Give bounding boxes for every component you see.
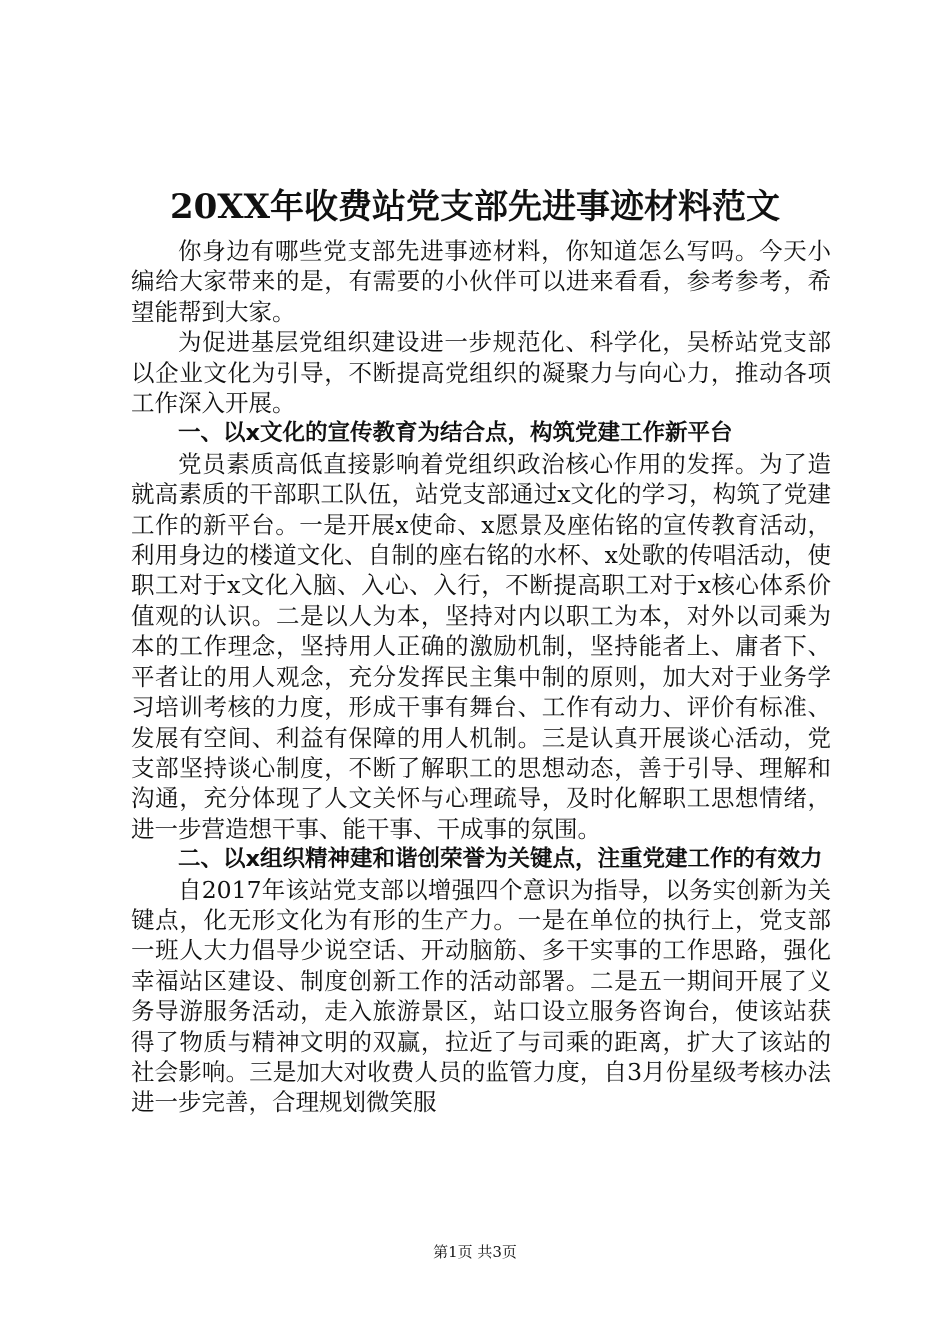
intro-paragraph: 你身边有哪些党支部先进事迹材料，你知道怎么写吗。今天小编给大家带来的是，有需要的小伙伴可以进来看看，参考参考，希望能帮到大家。 (131, 237, 831, 326)
section-heading: 二、以x组织精神建和谐创荣誉为关键点，注重党建工作的有效力 (178, 846, 823, 873)
page-number-footer: 第1页 共3页 (433, 1243, 517, 1261)
body-paragraph: 为促进基层党组织建设进一步规范化、科学化，吴桥站党支部以企业文化为引导，不断提高党组织的凝聚力与向心力，推动各项工作深入开展。 (131, 328, 831, 418)
document-title: 20XX年收费站党支部先进事迹材料范文 (169, 187, 781, 227)
body-paragraph: 自2017年该站党支部以增强四个意识为指导，以务实创新为关键点，化无形文化为有形的生产力。一是在单位的执行上，党支部一班人大力倡导少说空话、开动脑筋、多干实事的工作思路，强化幸福站区建设、制度创新工作的活动部署。二是五一期间开展了义务导游服务活动，走入旅游景区，站口设立服务咨询台，使该站获得了物质与精神文明的双赢，拉近了与司乘的距离，扩大了该站的社会影响。三是加大对收费人员的监管力度，自3月份星级考核办法进一步完善，合理规划微笑服 (131, 875, 831, 1117)
section-heading: 一、以x文化的宣传教育为结合点，构筑党建工作新平台 (178, 420, 733, 447)
document-body (131, 236, 831, 1118)
body-paragraph: 党员素质高低直接影响着党组织政治核心作用的发挥。为了造就高素质的干部职工队伍，站党支部通过x文化的学习，构筑了党建工作的新平台。一是开展x使命、x愿景及座佑铭的宣传教育活动，利用身边的楼道文化、自制的座右铭的水杯、x处歌的传唱活动，使职工对于x文化入脑、入心、入行，不断提高职工对于x核心体系价值观的认识。二是以人为本，坚持对内以职工为本，对外以司乘为本的工作理念，坚持用人正确的激励机制，坚持能者上、庸者下、平者让的用人观念，充分发挥民主集中制的原则，加大对于业务学习培训考核的力度，形成干事有舞台、工作有动力、评价有标准、发展有空间、利益有保障的用人机制。三是认真开展谈心活动，党支部坚持谈心制度，不断了解职工的思想动态，善于引导、理解和沟通，充分体现了人文关怀与心理疏导，及时化解职工思想情绪，进一步营造想干事、能干事、干成事的氛围。 (131, 449, 831, 843)
